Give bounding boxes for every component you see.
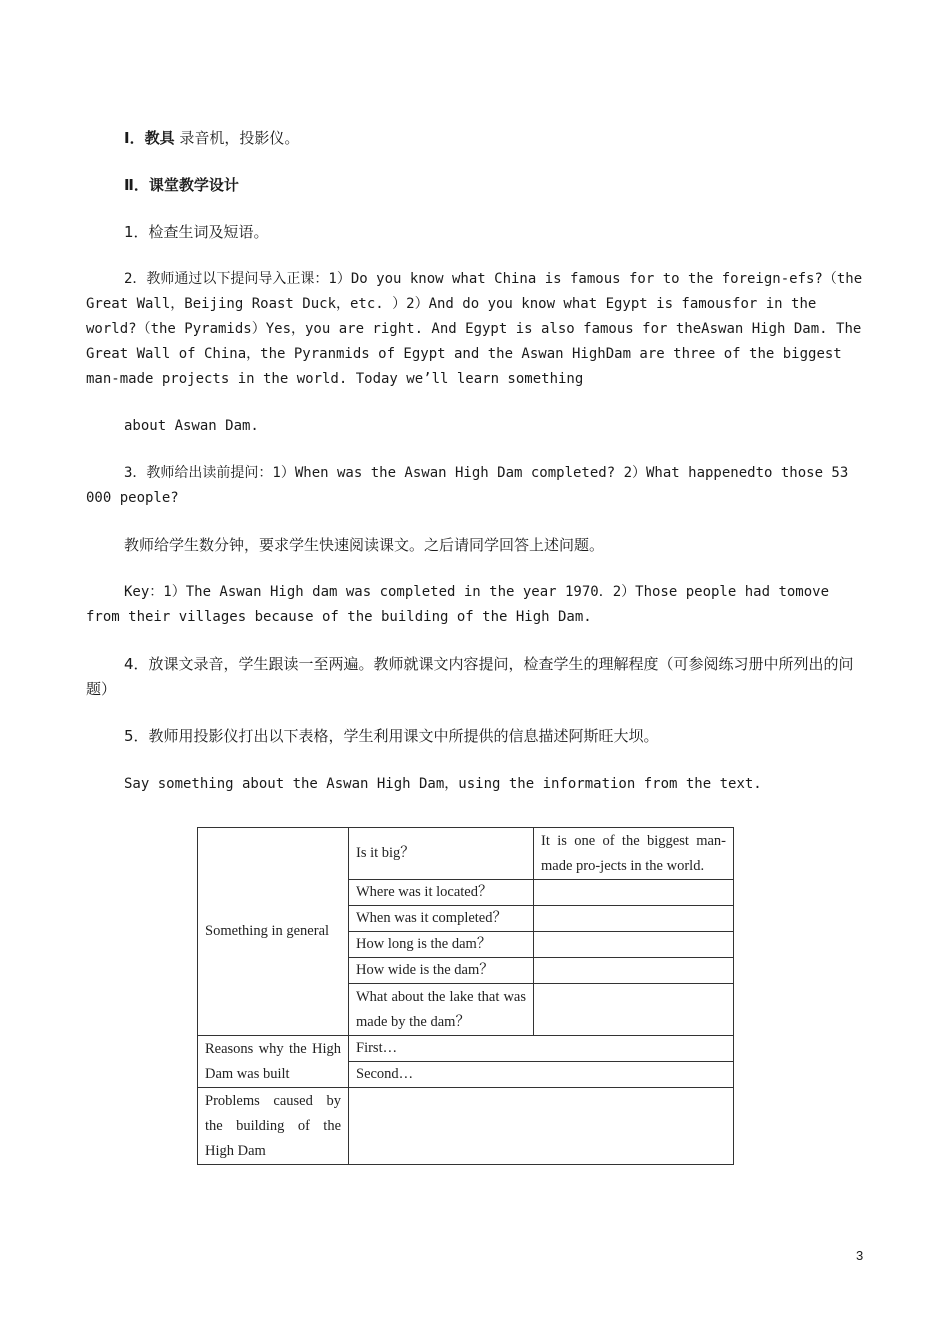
aswan-dam-table [197, 827, 734, 1165]
step-1: 1．检查生词及短语。 [124, 223, 269, 241]
question-lake: What about the lake that was made by the dam？ [349, 984, 534, 1036]
answer-cell-empty [534, 932, 734, 958]
question-when-completed: When was it completed？ [349, 906, 534, 932]
question-how-wide: How wide is the dam？ [349, 958, 534, 984]
table-row [198, 1088, 734, 1165]
heading-number: Ⅰ． [124, 129, 145, 147]
step-2-continued: about Aswan Dam. [124, 418, 259, 434]
label-something-in-general: Something in general [198, 828, 349, 1036]
question-is-it-big: Is it big？ [349, 828, 534, 880]
heading-lesson-design [86, 173, 866, 198]
step-3-note: 教师给学生数分钟，要求学生快速阅读课文。之后请同学回答上述问题。 [124, 536, 605, 554]
heading-body: 录音机，投影仪。 [174, 129, 300, 147]
heading-title: 教具 [144, 129, 175, 147]
reason-first: First… [349, 1036, 734, 1062]
heading-number: Ⅱ． [124, 176, 149, 194]
reason-second: Second… [349, 1062, 734, 1088]
table-row [198, 1036, 734, 1062]
heading-title: 课堂教学设计 [148, 176, 239, 194]
answer-cell-empty [534, 958, 734, 984]
page-number: 3 [856, 1248, 864, 1263]
step-4: 4．放课文录音，学生跟读一至两遍。教师就课文内容提问，检查学生的理解程度（可参阅练习册中所列出的问题） [86, 655, 854, 698]
answer-cell-empty [349, 1088, 734, 1165]
question-how-long: How long is the dam？ [349, 932, 534, 958]
answer-is-it-big: It is one of the biggest man-made pro-jects in the world. [534, 828, 734, 880]
heading-teaching-aids [86, 126, 866, 151]
answer-cell-empty [534, 984, 734, 1036]
table-row [198, 828, 734, 880]
step-3: 3．教师给出读前提问：1）When was the Aswan High Dam completed? 2）What happenedto those 53 000 people? [86, 465, 849, 506]
answer-cell-empty [534, 880, 734, 906]
step-2: 2．教师通过以下提问导入正课：1）Do you know what China is famous for to the foreign-efs?（the Great Wall，Beijing Roast Duck，etc. ）2）And do you know what Egypt is famousfor in the world?（the Pyramids）Yes，you are right. And Egypt is also famous for theAswan High Dam. The Great Wall of China，the Pyranmids of Egypt and the Aswan HighDam are three of the biggest man-made projects in the world. Today we’ll learn something [86, 271, 863, 387]
question-where-located: Where was it located？ [349, 880, 534, 906]
label-reasons-built: Reasons why the High Dam was built [198, 1036, 349, 1088]
step-5: 5．教师用投影仪打出以下表格，学生利用课文中所提供的信息描述阿斯旺大坝。 [124, 727, 659, 745]
label-problems-caused: Problems caused by the building of the High Dam [198, 1088, 349, 1165]
answer-key: Key：1）The Aswan High dam was completed in the year 1970．2）Those people had tomove from their villages because of the building of the High Dam. [86, 584, 830, 625]
answer-cell-empty [534, 906, 734, 932]
instruction-sentence: Say something about the Aswan High Dam，using the information from the text. [124, 776, 762, 792]
